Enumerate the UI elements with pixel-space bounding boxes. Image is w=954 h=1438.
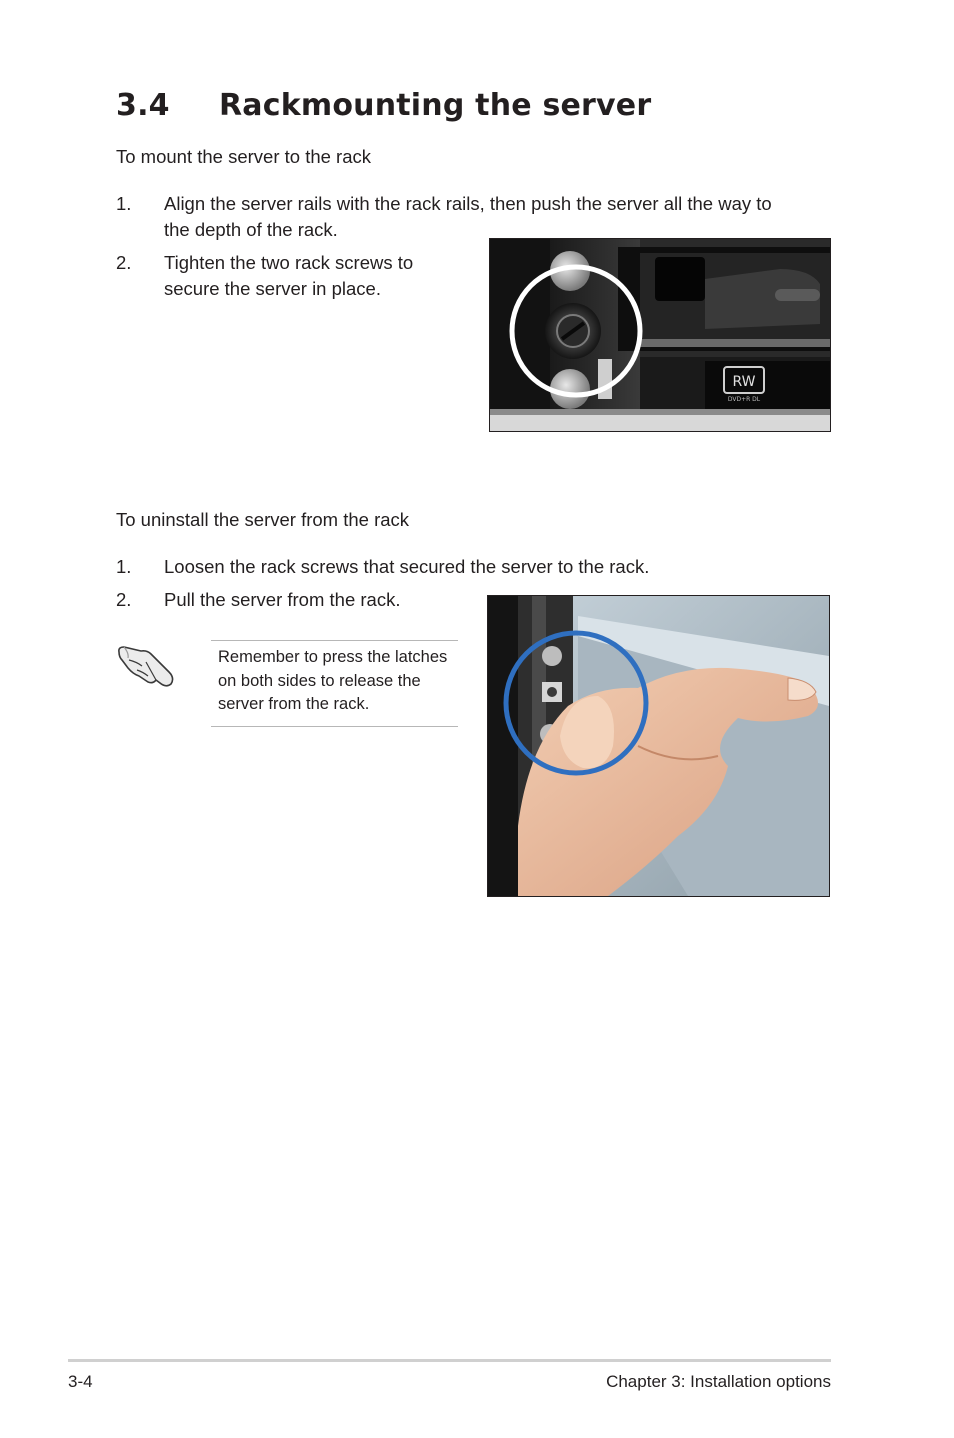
- uninstall-step-2-number: 2.: [116, 589, 132, 610]
- pointing-hand-icon: [115, 638, 179, 690]
- uninstall-step-1-number: 1.: [116, 556, 132, 577]
- section-heading: [116, 88, 651, 123]
- mount-step-1-number: 1.: [116, 193, 132, 214]
- drive-dvd-label: DVD+R DL: [727, 396, 761, 403]
- note-line-3: server from the rack.: [218, 695, 370, 713]
- uninstall-step-1-text: Loosen the rack screws that secured the server to the rack.: [164, 556, 650, 577]
- latch-release-photo: [487, 595, 830, 897]
- note-line-1: Remember to press the latches: [218, 648, 448, 666]
- uninstall-intro: To uninstall the server from the rack: [116, 509, 410, 530]
- mount-step-1-line-1: Align the server rails with the rack rails, then push the server all the way to: [164, 193, 772, 214]
- rack-screw-photo: [489, 238, 831, 432]
- mount-step-2-number: 2.: [116, 252, 132, 273]
- mount-step-2-line-1: Tighten the two rack screws to: [164, 252, 414, 273]
- section-title: Rackmounting the server: [219, 88, 652, 123]
- section-number: 3.4: [116, 88, 170, 123]
- chapter-title: Chapter 3: Installation options: [606, 1372, 831, 1391]
- note-top-rule: [211, 640, 458, 641]
- uninstall-step-2-text: Pull the server from the rack.: [164, 589, 401, 610]
- mount-intro: To mount the server to the rack: [116, 146, 372, 167]
- page-number: 3-4: [68, 1372, 93, 1391]
- note-bottom-rule: [211, 726, 458, 727]
- mount-step-1-line-2: the depth of the rack.: [164, 219, 338, 240]
- mount-step-2-line-2: secure the server in place.: [164, 278, 381, 299]
- drive-rw-label: RW: [732, 374, 756, 390]
- footer-rule: [68, 1359, 831, 1362]
- note-text: [218, 646, 447, 717]
- note-line-2: on both sides to release the: [218, 671, 421, 690]
